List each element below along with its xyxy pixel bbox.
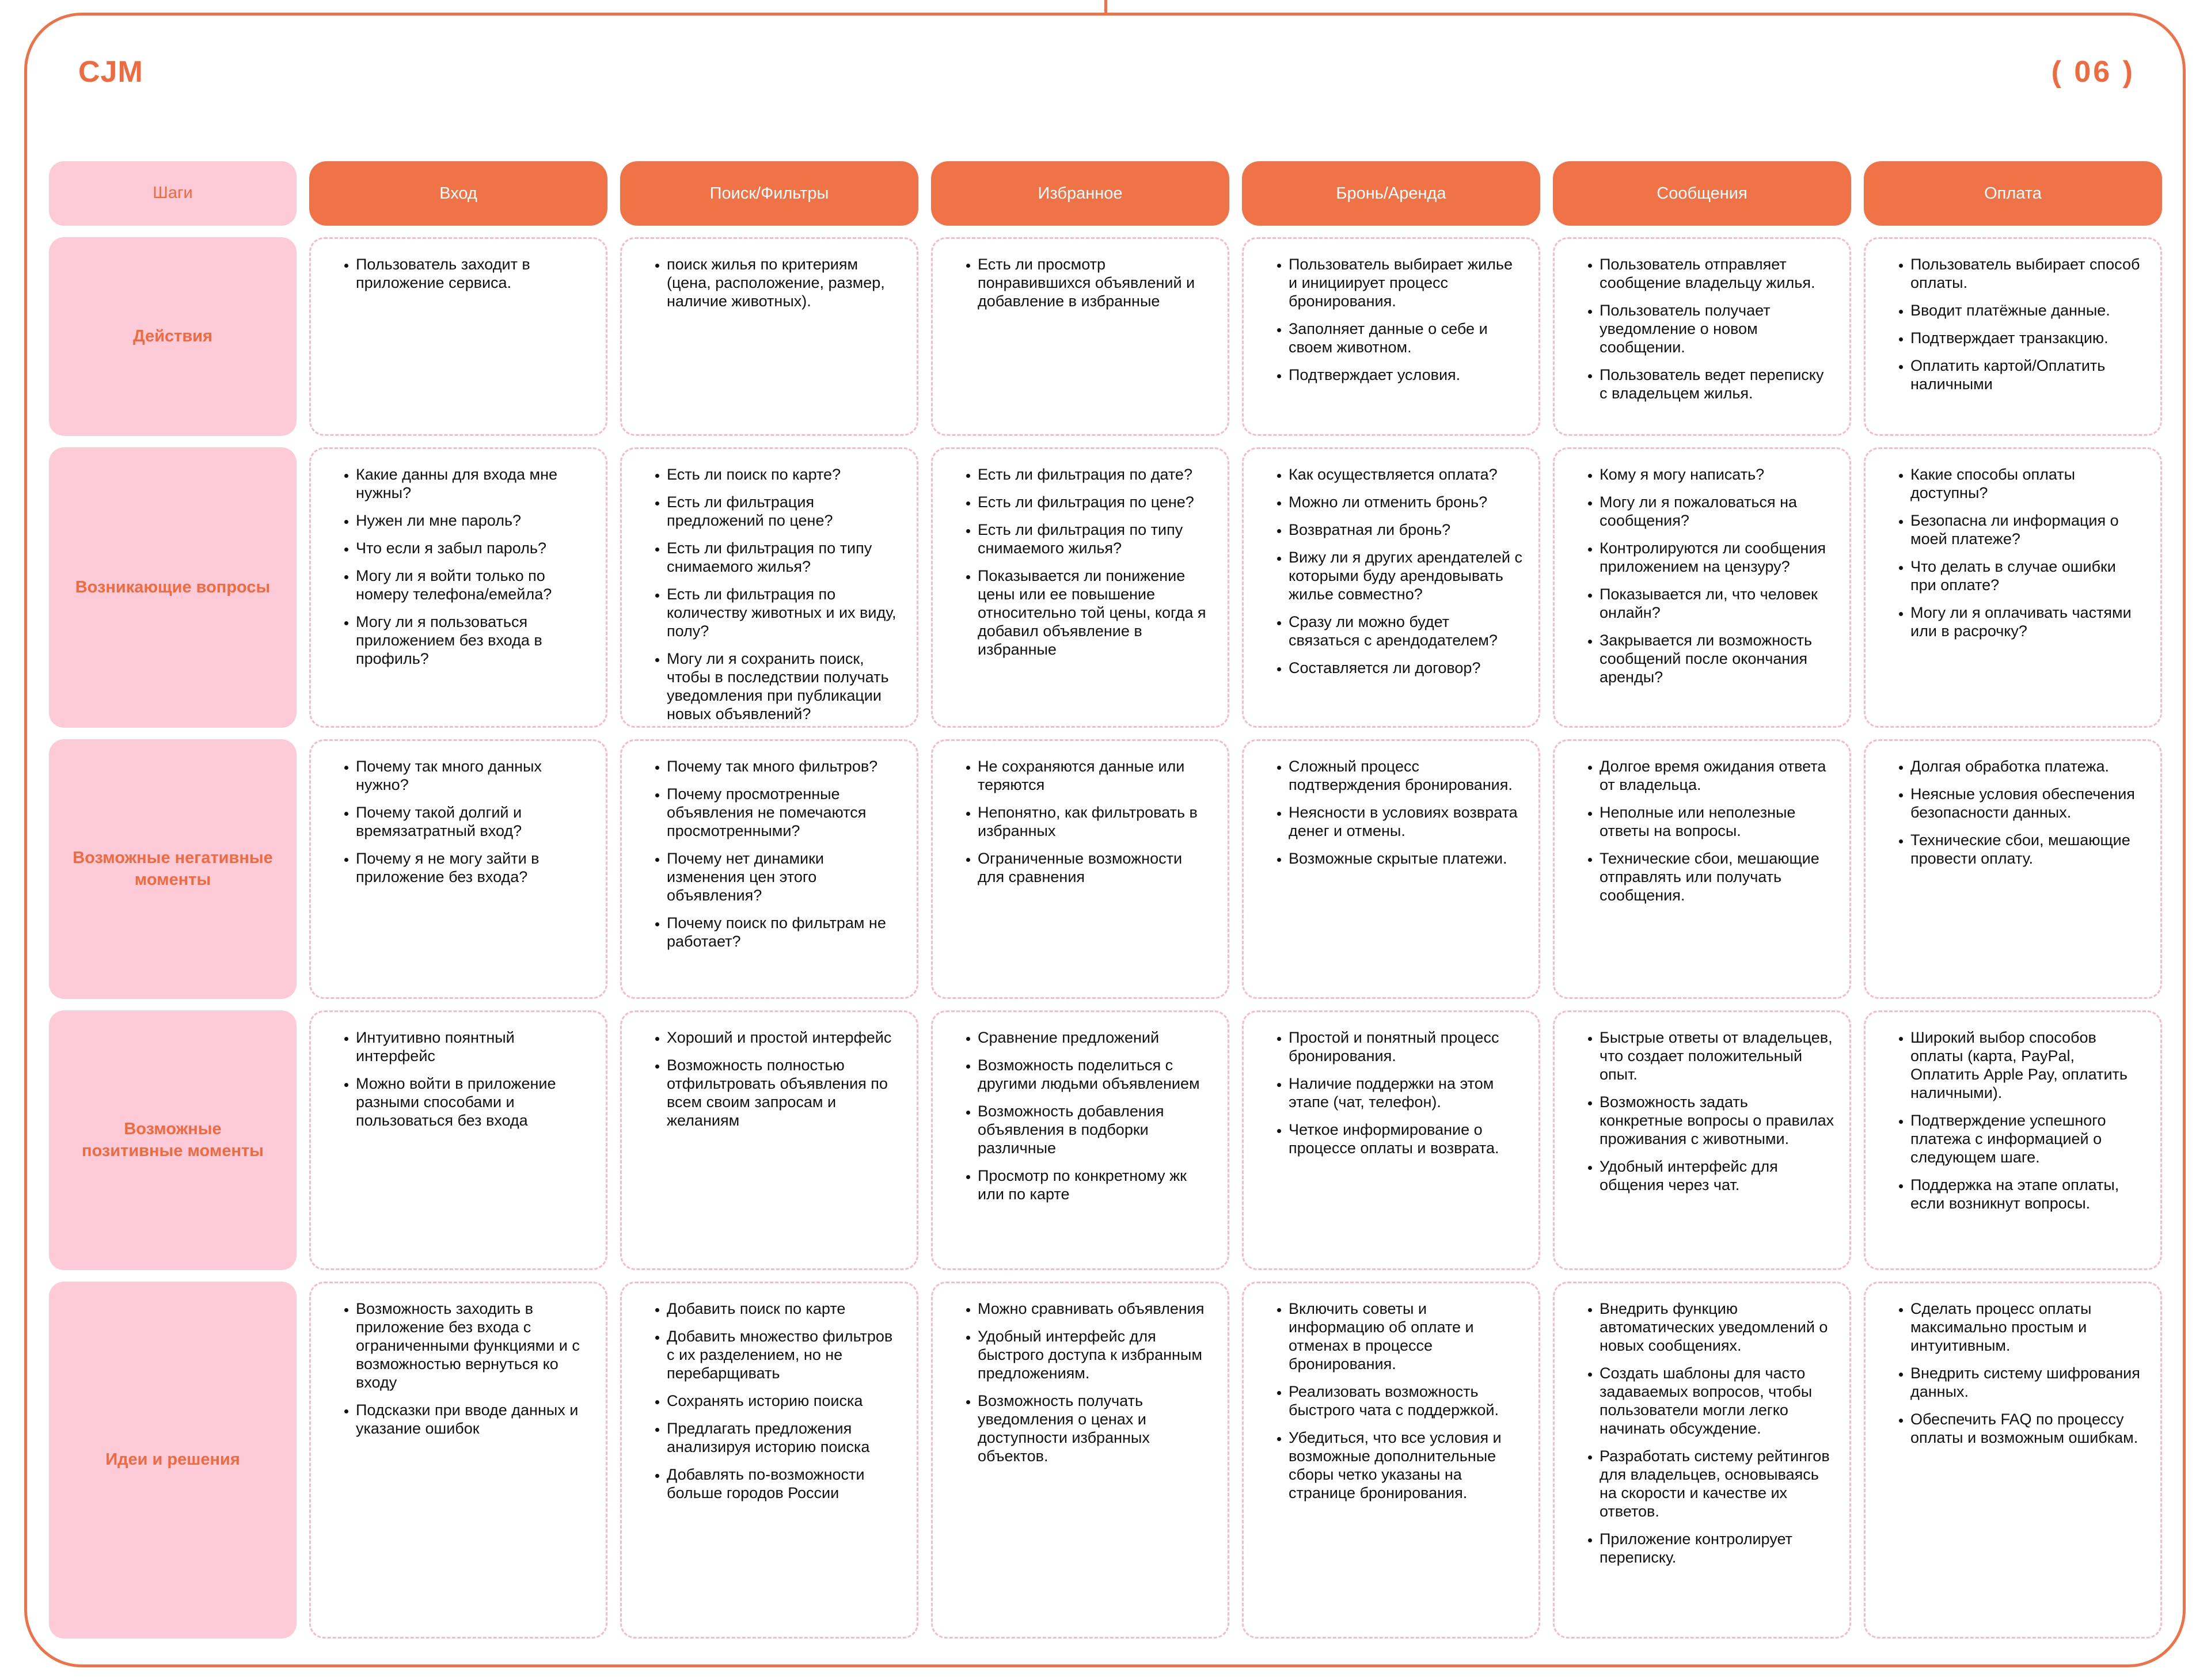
row-label-3: Возможные негативные моменты — [49, 739, 297, 999]
cjm-cell — [309, 1010, 607, 1270]
cjm-cell — [1864, 237, 2162, 436]
list-item: • Наличие поддержки на этом этапе (чат, телефон). — [1289, 1074, 1524, 1111]
list-item: • Есть ли фильтрация по дате? — [978, 465, 1213, 484]
cjm-cell — [931, 739, 1229, 999]
list-item: • Подтверждает условия. — [1289, 366, 1524, 384]
list-item: • Приложение контролирует переписку. — [1600, 1530, 1834, 1567]
bullet-list — [638, 255, 902, 310]
list-item: • Сделать процесс оплаты максимально простым и интуитивным. — [1910, 1299, 2145, 1355]
list-item: • Добавить поиск по карте — [667, 1299, 902, 1318]
list-item: • Могу ли я пожаловаться на сообщения? — [1600, 493, 1834, 530]
list-item: • Сравнение предложений — [978, 1028, 1213, 1047]
list-item: • Пользователь выбирает способ оплаты. — [1910, 255, 2145, 292]
bullet-list — [327, 1028, 591, 1130]
list-item: • Почему такой долгий и времязатратный вход? — [356, 803, 591, 840]
list-item: • Предлагать предложения анализируя историю поиска — [667, 1419, 902, 1456]
cjm-cell — [620, 237, 918, 436]
bullet-list — [1571, 465, 1834, 686]
list-item: • Долгая обработка платежа. — [1910, 757, 2145, 776]
cjm-cell — [620, 739, 918, 999]
bullet-list — [327, 255, 591, 292]
list-item: • Почему поиск по фильтрам не работает? — [667, 914, 902, 951]
bullet-list — [327, 757, 591, 886]
bullet-list — [638, 757, 902, 951]
bullet-list — [1260, 1028, 1524, 1157]
list-item: • Есть ли фильтрация по типу снимаемого жилья? — [978, 520, 1213, 557]
list-item: • Можно войти в приложение разными способами и пользоваться без входа — [356, 1074, 591, 1130]
list-item: • Почему просмотренные объявления не помечаются просмотренными? — [667, 785, 902, 840]
bullet-list — [1882, 1299, 2145, 1447]
list-item: • Контролируются ли сообщения приложением на цензуру? — [1600, 539, 1834, 576]
bullet-list — [638, 465, 902, 723]
list-item: • Возможные скрытые платежи. — [1289, 849, 1524, 868]
cjm-cell — [309, 447, 607, 728]
column-header-6: Оплата — [1864, 161, 2162, 226]
cjm-cell — [931, 237, 1229, 436]
list-item: • Возможность задать конкретные вопросы о правилах проживания с животными. — [1600, 1093, 1834, 1148]
cjm-cell — [1553, 447, 1851, 728]
bullet-list — [327, 1299, 591, 1438]
cjm-table — [49, 161, 2162, 1638]
bullet-list — [1260, 465, 1524, 677]
list-item: • Интуитивно поянтный интерфейс — [356, 1028, 591, 1065]
list-item: • Безопасна ли информация о моей платеже? — [1910, 511, 2145, 548]
bullet-list — [1882, 1028, 2145, 1213]
list-item: • Технические сбои, мешающие отправлять или получать сообщения. — [1600, 849, 1834, 904]
list-item: • Поддержка на этапе оплаты, если возникнут вопросы. — [1910, 1176, 2145, 1213]
column-header-4: Бронь/Аренда — [1242, 161, 1540, 226]
bullet-list — [1260, 1299, 1524, 1502]
bullet-list — [638, 1299, 902, 1502]
cjm-cell — [1242, 739, 1540, 999]
list-item: • Широкий выбор способов оплаты (карта, PayPal, Оплатить Apple Pay, оплатить наличными). — [1910, 1028, 2145, 1102]
list-item: • Технические сбои, мешающие провести оплату. — [1910, 831, 2145, 868]
list-item: • Показывается ли, что человек онлайн? — [1600, 585, 1834, 622]
list-item: • Разработать систему рейтингов для владельцев, основываясь на скорости и качестве их ответов. — [1600, 1447, 1834, 1521]
list-item: • Создать шаблоны для часто задаваемых вопросов, чтобы пользователи могли легко начинать обсуждение. — [1600, 1364, 1834, 1438]
list-item: • Пользователь заходит в приложение сервиса. — [356, 255, 591, 292]
column-header-3: Избранное — [931, 161, 1229, 226]
frame-notch — [1104, 0, 1107, 13]
list-item: • Подтверждает транзакцию. — [1910, 329, 2145, 347]
bullet-list — [1571, 1299, 1834, 1567]
list-item: • Включить советы и информацию об оплате и отменах в процессе бронирования. — [1289, 1299, 1524, 1373]
list-item: • Какие способы оплаты доступны? — [1910, 465, 2145, 502]
list-item: • Сохранять историю поиска — [667, 1392, 902, 1410]
list-item: • Почему так много фильтров? — [667, 757, 902, 776]
bullet-list — [327, 465, 591, 668]
cjm-cell — [1242, 1282, 1540, 1639]
list-item: • Есть ли фильтрация предложений по цене? — [667, 493, 902, 530]
page-title: CJM — [78, 55, 143, 89]
list-item: • Возможность заходить в приложение без входа с ограниченными функциями и с возможностью вернуться ко входу — [356, 1299, 591, 1392]
steps-label: Шаги — [49, 161, 297, 226]
list-item: • Вижу ли я других арендателей с которыми буду арендовывать жилье совместно? — [1289, 548, 1524, 603]
column-header-2: Поиск/Фильтры — [620, 161, 918, 226]
cjm-cell — [1553, 1282, 1851, 1639]
bullet-list — [949, 1299, 1213, 1465]
list-item: • Неясности в условиях возврата денег и отмены. — [1289, 803, 1524, 840]
list-item: • Что делать в случае ошибки при оплате? — [1910, 557, 2145, 594]
cjm-cell — [309, 1282, 607, 1639]
list-item: • Убедиться, что все условия и возможные дополнительные сборы четко указаны на странице бронирования. — [1289, 1428, 1524, 1502]
column-header-5: Сообщения — [1553, 161, 1851, 226]
list-item: • Что если я забыл пароль? — [356, 539, 591, 557]
cjm-cell — [620, 1010, 918, 1270]
cjm-cell — [1242, 237, 1540, 436]
bullet-list — [949, 1028, 1213, 1203]
bullet-list — [1571, 757, 1834, 904]
list-item: • Возможность добавления объявления в подборки различные — [978, 1102, 1213, 1157]
list-item: • Есть ли просмотр понравившихся объявлений и добавление в избранные — [978, 255, 1213, 310]
list-item: • Непонятно, как фильтровать в избранных — [978, 803, 1213, 840]
list-item: • Реализовать возможность быстрого чата с поддержкой. — [1289, 1382, 1524, 1419]
cjm-cell — [1242, 447, 1540, 728]
list-item: • Неясные условия обеспечения безопасности данных. — [1910, 785, 2145, 822]
cjm-cell — [931, 447, 1229, 728]
list-item: • Можно сравнивать объявления — [978, 1299, 1213, 1318]
list-item: • Почему я не могу зайти в приложение без входа? — [356, 849, 591, 886]
list-item: • Подтверждение успешного платежа с информацией о следующем шаге. — [1910, 1111, 2145, 1166]
bullet-list — [1571, 255, 1834, 402]
bullet-list — [949, 465, 1213, 659]
cjm-cell — [1864, 1282, 2162, 1639]
list-item: • Внедрить функцию автоматических уведомлений о новых сообщениях. — [1600, 1299, 1834, 1355]
list-item: • Есть ли фильтрация по типу снимаемого жилья? — [667, 539, 902, 576]
cjm-cell — [1864, 447, 2162, 728]
cjm-cell — [1553, 237, 1851, 436]
bullet-list — [1571, 1028, 1834, 1194]
row-label-4: Возможные позитивные моменты — [49, 1010, 297, 1270]
list-item: • Почему так много данных нужно? — [356, 757, 591, 794]
list-item: • Кому я могу написать? — [1600, 465, 1834, 484]
list-item: • Нужен ли мне пароль? — [356, 511, 591, 530]
row-label-2: Возникающие вопросы — [49, 447, 297, 728]
list-item: • Возможность получать уведомления о ценах и доступности избранных объектов. — [978, 1392, 1213, 1465]
column-header-1: Вход — [309, 161, 607, 226]
list-item: • Сразу ли можно будет связаться с арендодателем? — [1289, 613, 1524, 649]
list-item: • Пользователь получает уведомление о новом сообщении. — [1600, 301, 1834, 356]
list-item: • Обеспечить FAQ по процессу оплаты и возможным ошибкам. — [1910, 1410, 2145, 1447]
list-item: • поиск жилья по критериям (цена, расположение, размер, наличие животных). — [667, 255, 902, 310]
list-item: • Возвратная ли бронь? — [1289, 520, 1524, 539]
list-item: • Есть ли поиск по карте? — [667, 465, 902, 484]
cjm-cell — [620, 1282, 918, 1639]
cjm-cell — [620, 447, 918, 728]
list-item: • Показывается ли понижение цены или ее повышение относительно той цены, когда я добавил объявление в избранные — [978, 567, 1213, 659]
bullet-list — [638, 1028, 902, 1130]
cjm-cell — [1864, 1010, 2162, 1270]
list-item: • Пользователь ведет переписку с владельцем жилья. — [1600, 366, 1834, 402]
list-item: • Можно ли отменить бронь? — [1289, 493, 1524, 511]
list-item: • Есть ли фильтрация по количеству животных и их виду, полу? — [667, 585, 902, 640]
cjm-cell — [309, 237, 607, 436]
list-item: • Хороший и простой интерфейс — [667, 1028, 902, 1047]
list-item: • Удобный интерфейс для общения через чат. — [1600, 1157, 1834, 1194]
row-label-1: Действия — [49, 237, 297, 436]
cjm-cell — [1553, 1010, 1851, 1270]
list-item: • Подсказки при вводе данных и указание ошибок — [356, 1401, 591, 1438]
list-item: • Могу ли я войти только по номеру телефона/емейла? — [356, 567, 591, 603]
list-item: • Внедрить систему шифрования данных. — [1910, 1364, 2145, 1401]
list-item: • Сложный процесс подтверждения бронирования. — [1289, 757, 1524, 794]
list-item: • Закрывается ли возможность сообщений после окончания аренды? — [1600, 631, 1834, 686]
bullet-list — [1260, 255, 1524, 384]
cjm-cell — [1553, 739, 1851, 999]
list-item: • Какие данны для входа мне нужны? — [356, 465, 591, 502]
list-item: • Ограниченные возможности для сравнения — [978, 849, 1213, 886]
list-item: • Возможность полностью отфильтровать объявления по всем своим запросам и желаниям — [667, 1056, 902, 1130]
list-item: • Почему нет динамики изменения цен этого объявления? — [667, 849, 902, 904]
list-item: • Неполные или неполезные ответы на вопросы. — [1600, 803, 1834, 840]
bullet-list — [1882, 465, 2145, 640]
bullet-list — [1260, 757, 1524, 868]
bullet-list — [1882, 757, 2145, 868]
list-item: • Быстрые ответы от владельцев, что создает положительный опыт. — [1600, 1028, 1834, 1084]
list-item: • Как осуществляется оплата? — [1289, 465, 1524, 484]
bullet-list — [949, 255, 1213, 310]
list-item: • Пользователь выбирает жилье и инициирует процесс бронирования. — [1289, 255, 1524, 310]
cjm-cell — [309, 739, 607, 999]
list-item: • Составляется ли договор? — [1289, 659, 1524, 677]
list-item: • Просмотр по конкретному жк или по карте — [978, 1166, 1213, 1203]
bullet-list — [949, 757, 1213, 886]
list-item: • Не сохраняются данные или теряются — [978, 757, 1213, 794]
cjm-cell — [931, 1282, 1229, 1639]
page-number: ( 06 ) — [2051, 55, 2135, 89]
list-item: • Возможность поделиться с другими людьми объявлением — [978, 1056, 1213, 1093]
list-item: • Могу ли я оплачивать частями или в расрочку? — [1910, 603, 2145, 640]
cjm-cell — [931, 1010, 1229, 1270]
list-item: • Пользователь отправляет сообщение владельцу жилья. — [1600, 255, 1834, 292]
list-item: • Добавлять по-возможности больше городов России — [667, 1465, 902, 1502]
list-item: • Простой и понятный процесс бронирования. — [1289, 1028, 1524, 1065]
list-item: • Оплатить картой/Оплатить наличными — [1910, 356, 2145, 393]
bullet-list — [1882, 255, 2145, 393]
cjm-cell — [1864, 739, 2162, 999]
list-item: • Четкое информирование о процессе оплаты и возврата. — [1289, 1120, 1524, 1157]
row-label-5: Идеи и решения — [49, 1282, 297, 1639]
list-item: • Могу ли я пользоваться приложением без входа в профиль? — [356, 613, 591, 668]
list-item: • Долгое время ожидания ответа от владельца. — [1600, 757, 1834, 794]
list-item: • Вводит платёжные данные. — [1910, 301, 2145, 320]
list-item: • Могу ли я сохранить поиск, чтобы в последствии получать уведомления при публикации новых объявлений? — [667, 649, 902, 723]
list-item: • Есть ли фильтрация по цене? — [978, 493, 1213, 511]
list-item: • Удобный интерфейс для быстрого доступа к избранным предложениям. — [978, 1327, 1213, 1382]
cjm-cell — [1242, 1010, 1540, 1270]
list-item: • Добавить множество фильтров с их разделением, но не перебарщивать — [667, 1327, 902, 1382]
list-item: • Заполняет данные о себе и своем животном. — [1289, 320, 1524, 356]
